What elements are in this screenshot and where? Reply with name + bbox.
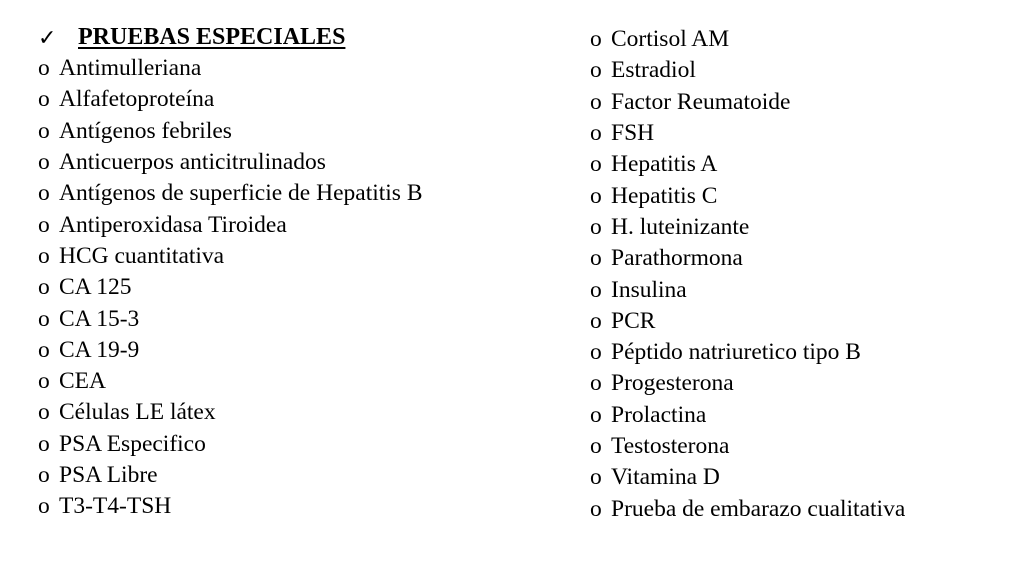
list-item — [38, 178, 578, 209]
bullet-icon: o — [590, 26, 602, 53]
list-item-label: HCG cuantitativa — [59, 242, 225, 269]
list-item — [38, 460, 578, 491]
list-item — [590, 87, 1010, 118]
list-item — [590, 306, 1010, 337]
list-item — [38, 53, 578, 84]
list-item-label: Hepatitis C — [611, 182, 718, 209]
list-item — [590, 118, 1010, 149]
bullet-icon: o — [590, 182, 602, 209]
bullet-icon: o — [38, 336, 50, 363]
list-item-label: Anticuerpos anticitrulinados — [59, 149, 326, 176]
list-item — [38, 209, 578, 240]
bullet-icon: o — [38, 493, 50, 520]
list-item — [38, 116, 578, 147]
list-item-label: Antimulleriana — [59, 55, 202, 82]
bullet-icon: o — [590, 370, 602, 397]
list-item — [590, 24, 1010, 55]
list-item — [38, 397, 578, 428]
left-column — [38, 22, 578, 522]
list-item — [38, 241, 578, 272]
bullet-icon: o — [38, 430, 50, 457]
bullet-icon: o — [590, 339, 602, 366]
bullet-icon: o — [38, 180, 50, 207]
list-item — [590, 212, 1010, 243]
bullet-icon: o — [590, 57, 602, 84]
list-item-label: Insulina — [611, 276, 687, 303]
list-item-label: CA 15-3 — [59, 305, 140, 332]
list-item-label: Factor Reumatoide — [611, 88, 791, 115]
list-item — [590, 149, 1010, 180]
bullet-icon: o — [590, 120, 602, 147]
list-item — [590, 243, 1010, 274]
list-item — [590, 400, 1010, 431]
list-item — [38, 429, 578, 460]
bullet-icon: o — [38, 305, 50, 332]
list-item — [590, 493, 1010, 524]
bullet-icon: o — [38, 55, 50, 82]
list-item-label: T3-T4-TSH — [59, 493, 172, 520]
list-item — [38, 303, 578, 334]
right-column — [590, 24, 1010, 525]
bullet-icon: o — [38, 149, 50, 176]
bullet-icon: o — [38, 242, 50, 269]
bullet-icon: o — [590, 276, 602, 303]
list-item-label: Prolactina — [611, 401, 707, 428]
bullet-icon: o — [590, 464, 602, 491]
list-item-label: CEA — [59, 368, 106, 395]
list-item-label: Testosterona — [611, 433, 730, 459]
list-item — [38, 366, 578, 397]
section-heading — [38, 22, 578, 53]
right-test-list — [590, 24, 1010, 525]
bullet-icon: o — [590, 401, 602, 428]
list-item-label: Cortisol AM — [611, 26, 730, 53]
list-item — [590, 337, 1010, 368]
list-item-label: Antígenos febriles — [59, 117, 232, 144]
bullet-icon: o — [38, 86, 50, 113]
list-item-label: CA 125 — [59, 274, 132, 301]
list-item — [590, 55, 1010, 86]
bullet-icon: o — [38, 368, 50, 395]
bullet-icon: o — [38, 117, 50, 144]
list-item-label: Progesterona — [611, 370, 734, 397]
left-test-list — [38, 53, 578, 522]
list-item-label: Alfafetoproteína — [59, 86, 215, 113]
list-item-label: Hepatitis A — [611, 151, 718, 178]
bullet-icon: o — [38, 462, 50, 488]
bullet-icon: o — [38, 211, 50, 238]
list-item-label: PSA Especifico — [59, 430, 206, 457]
list-item — [38, 147, 578, 178]
list-item-label: Antiperoxidasa Tiroidea — [59, 211, 287, 238]
list-item-label: Vitamina D — [611, 464, 720, 491]
bullet-icon: o — [38, 399, 50, 426]
list-item-label: Parathormona — [611, 245, 743, 272]
bullet-icon: o — [590, 495, 602, 522]
list-item — [38, 491, 578, 522]
list-item-label: Estradiol — [611, 57, 696, 84]
list-item — [590, 462, 1010, 493]
list-item-label: FSH — [611, 120, 655, 147]
checkmark-icon: ✓ — [38, 24, 57, 50]
list-item-label: PCR — [611, 307, 656, 334]
bullet-icon: o — [38, 274, 50, 301]
bullet-icon: o — [590, 213, 602, 240]
list-item-label: CA 19-9 — [59, 336, 140, 363]
list-item — [38, 84, 578, 115]
bullet-icon: o — [590, 88, 602, 115]
list-item-label: Prueba de embarazo cualitativa — [611, 495, 906, 522]
section-title: PRUEBAS ESPECIALES — [78, 24, 346, 50]
bullet-icon: o — [590, 433, 602, 459]
list-item — [590, 431, 1010, 462]
list-item-label: Antígenos de superficie de Hepatitis B — [59, 180, 423, 207]
list-item-label: Células LE látex — [59, 399, 216, 426]
list-item-label: PSA Libre — [59, 462, 158, 488]
bullet-icon: o — [590, 307, 602, 334]
list-item-label: H. luteinizante — [611, 213, 750, 240]
bullet-icon: o — [590, 245, 602, 272]
list-item-label: Péptido natriuretico tipo B — [611, 339, 861, 366]
list-item — [38, 335, 578, 366]
list-item — [590, 368, 1010, 399]
list-item — [38, 272, 578, 303]
list-item — [590, 180, 1010, 211]
bullet-icon: o — [590, 151, 602, 178]
list-item — [590, 274, 1010, 305]
